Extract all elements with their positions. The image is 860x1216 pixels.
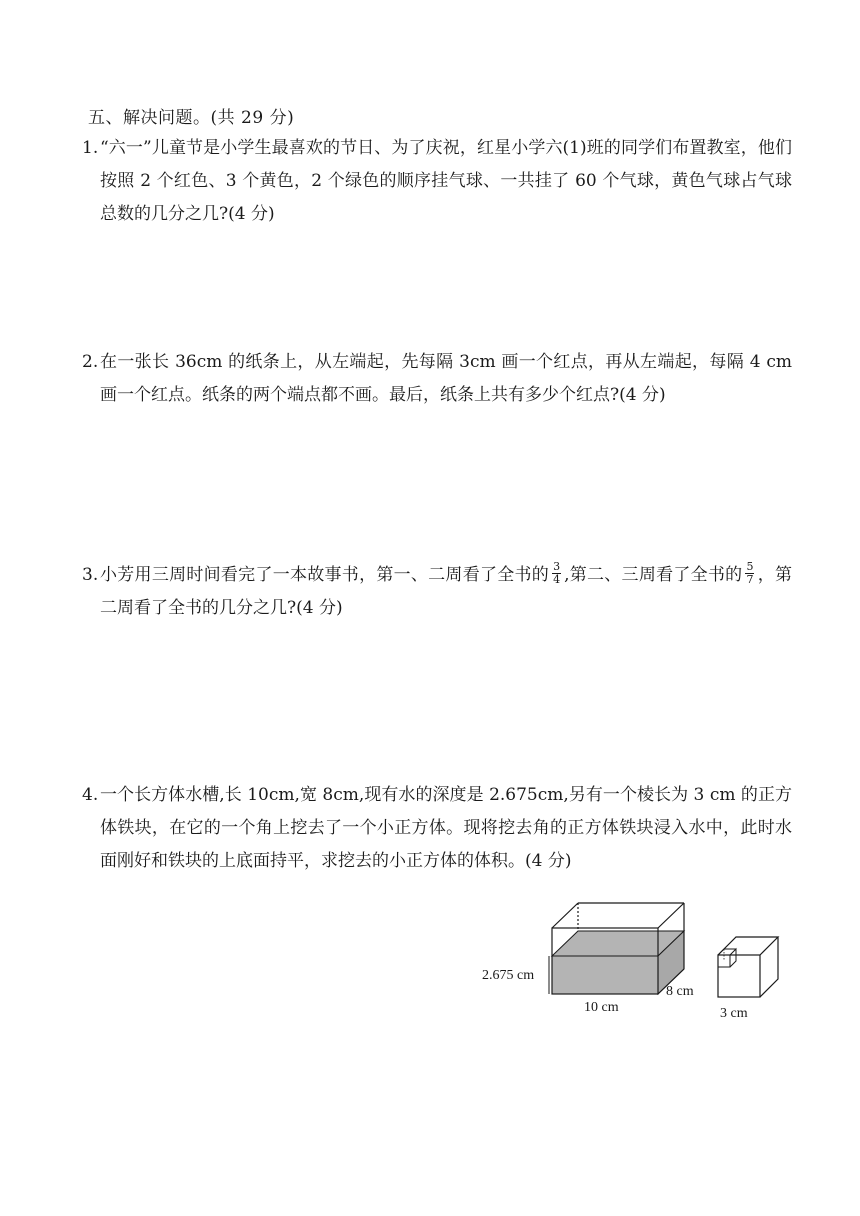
- width-label: 8 cm: [666, 984, 694, 999]
- question-number: 3.: [82, 565, 99, 585]
- cube-edge-label: 3 cm: [720, 1006, 748, 1021]
- question-text: 在一张长 36cm 的纸条上，从左端起，先每隔 3cm 画一个红点，再从左端起，每隔 4 cm 画一个红点。纸条的两个端点都不画。最后，纸条上共有多少个红点?(4 分): [100, 352, 792, 405]
- question-2: [82, 346, 792, 412]
- fraction: [552, 561, 561, 586]
- question-number: 1.: [82, 138, 99, 158]
- fraction-numerator: 5: [746, 560, 754, 573]
- question-text-part: ,第二、三周看了全书的: [564, 565, 743, 585]
- question-text-part: ，第二周看了全书的几分之几?(4 分): [100, 565, 793, 618]
- water-front-face: [552, 956, 658, 994]
- length-label: 10 cm: [584, 1000, 619, 1015]
- question-3: [82, 559, 792, 625]
- figure-drawing: [478, 893, 788, 1025]
- question-text-part: 小芳用三周时间看完了一本故事书，第一、二周看了全书的: [100, 565, 550, 585]
- question-1: [82, 132, 792, 231]
- fraction: [745, 561, 754, 586]
- tank-and-cube-figure: [478, 893, 788, 1025]
- water-region: [552, 931, 684, 994]
- question-4: [82, 779, 792, 878]
- section-title: 五、解决问题。(共 29 分): [88, 108, 295, 128]
- question-text: 一个长方体水槽,长 10cm,宽 8cm,现有水的深度是 2.675cm,另有一个棱长为 3 cm 的正方体铁块，在它的一个角上挖去了一个小正方体。现将挖去角的正方体铁块浸入水中，此时水面刚好和铁块的上底面持平，求挖去的小正方体的体积。(4 分): [100, 785, 792, 871]
- question-number: 2.: [82, 352, 99, 372]
- iron-cube: [718, 937, 778, 997]
- fraction-denominator: 7: [746, 573, 754, 586]
- question-text: [100, 559, 792, 625]
- fraction-numerator: 3: [553, 560, 561, 573]
- question-text: “六一”儿童节是小学生最喜欢的节日、为了庆祝，红星小学六(1)班的同学们布置教室，他们按照 2 个红色、3 个黄色，2 个绿色的顺序挂气球、一共挂了 60 个气球，黄色气球占气球总数的几分之几?(4 分): [100, 138, 792, 224]
- depth-label: 2.675 cm: [482, 968, 535, 983]
- fraction-denominator: 4: [553, 573, 561, 586]
- question-number: 4.: [82, 785, 99, 805]
